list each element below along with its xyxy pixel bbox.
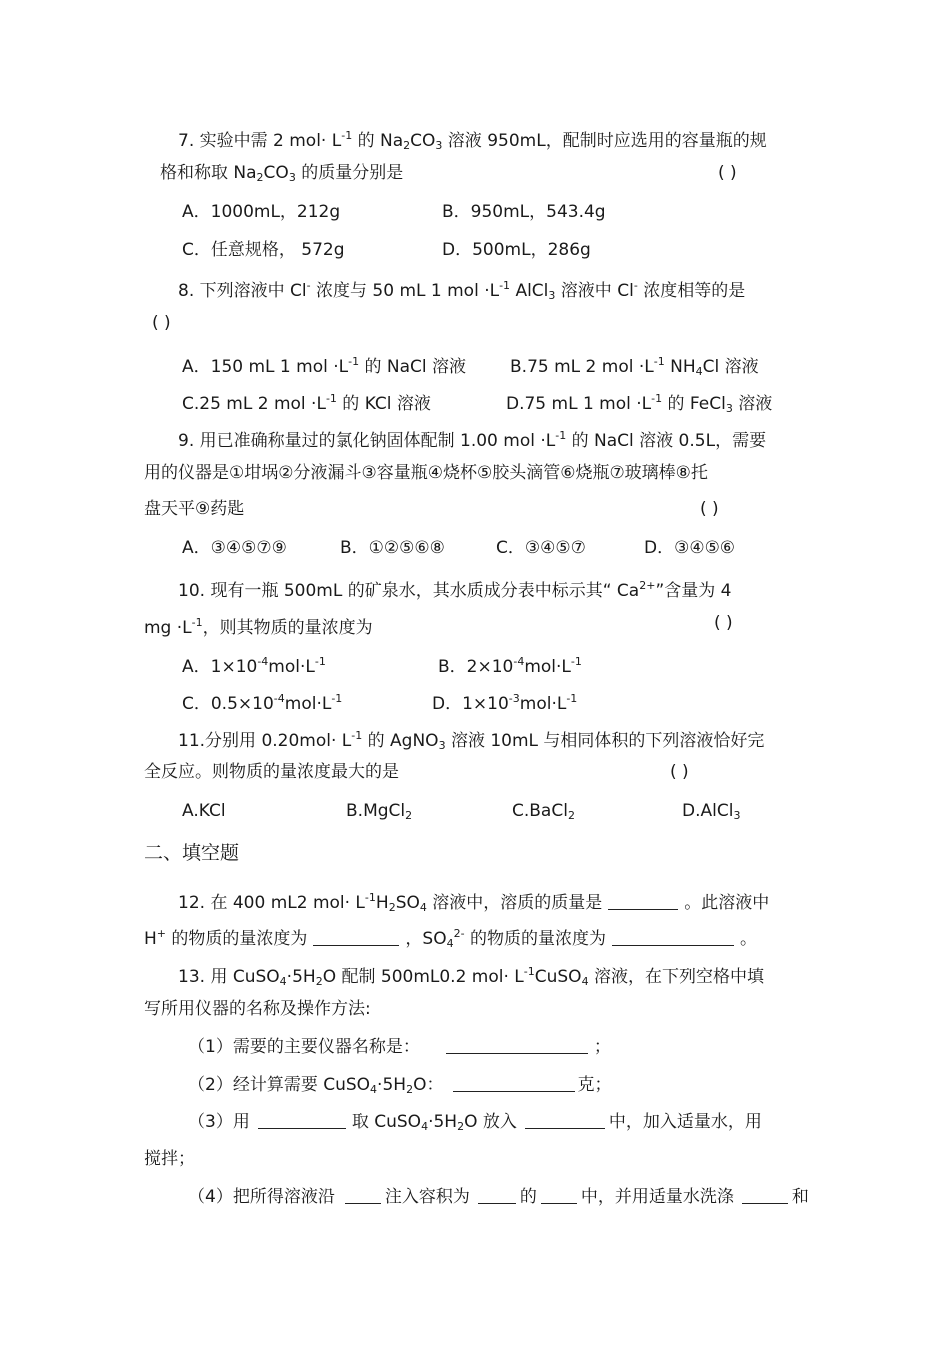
q13-line1: 13. 用 $CuSO_4\cdot 5H_2O$ 配制 500mL0.2 $mol\cdot L^{-1}CuSO_4$ 溶液，在下列空格中填 <box>178 965 764 988</box>
q11-option-b: B.MgCl$_2$ <box>346 801 413 822</box>
q9-option-c: C．③④⑤⑦ <box>496 538 586 558</box>
q13-step3-cont: 搅拌； <box>144 1149 195 1169</box>
q7-option-d: D．500mL，286g <box>442 240 591 260</box>
q10-option-d: D．$1\times 10^{-3}mol\cdot L^{-1}$ <box>432 692 578 714</box>
q9-line2: 用的仪器是①坩埚②分液漏斗③容量瓶④烧杯⑤胶头滴管⑥烧瓶⑦玻璃棒⑧托 <box>144 463 708 483</box>
section-heading-fill-in: 二、填空题 <box>144 842 240 864</box>
q13-blank-flask[interactable] <box>541 1187 577 1204</box>
q9-answer-paren: ( ) <box>700 499 719 519</box>
q13-blank-along[interactable] <box>345 1187 381 1204</box>
q13-blank-container[interactable] <box>525 1112 605 1129</box>
q10-option-c: C．$0.5\times 10^{-4}mol\cdot L^{-1}$ <box>182 692 343 714</box>
q8-answer-paren: ( ) <box>152 313 171 333</box>
q10-line2: mg $\cdot L^{-1}$，则其物质的量浓度为 <box>144 616 373 638</box>
q9-option-b: B．①②⑤⑥⑧ <box>340 538 445 558</box>
q11-option-d: D.AlCl$_3$ <box>682 801 741 822</box>
q12-blank-so4-conc[interactable] <box>612 929 734 946</box>
q9-option-a: A．③④⑤⑦⑨ <box>182 538 287 558</box>
q11-answer-paren: ( ) <box>670 762 689 782</box>
q7-option-a: A．1000mL，212g <box>182 202 341 222</box>
q8-option-b: B.75 mL 2 mol $\cdot L^{-1}$ $NH_4Cl$ 溶液 <box>510 355 759 378</box>
q11-option-a: A.KCl <box>182 801 226 821</box>
q8-option-a: A．150 mL 1 mol $\cdot L^{-1}$ 的 NaCl 溶液 <box>182 355 467 377</box>
q13-step2: （2）经计算需要 $CuSO_4\cdot 5H_2O$： 克； <box>188 1075 612 1096</box>
q12-line2: H+ 的物质的量浓度为 ，$SO_4^{2-}$ 的物质的量浓度为 。 <box>144 927 757 950</box>
q7-line2: 格和称取 $Na_2CO_3$ 的质量分别是 <box>160 163 404 184</box>
q10-option-b: B．$2\times 10^{-4}mol\cdot L^{-1}$ <box>438 655 582 677</box>
q8-line1: 8. 下列溶液中 Cl- 浓度与 50 mL 1 mol $\cdot L^{-1}$ AlCl$_3$ 溶液中 Cl- 浓度相等的是 <box>178 279 746 302</box>
q7-option-c: C．任意规格， 572g <box>182 240 345 260</box>
q13-step4: （4）把所得溶液沿 注入容积为 的 中，并用适量水洗涤 和 <box>188 1187 809 1207</box>
q11-line1: 11.分别用 $0.20mol\cdot L^{-1}$ 的 AgNO$_3$ 溶液 10mL 与相同体积的下列溶液恰好完 <box>178 729 765 752</box>
q8-option-c: C.25 mL 2 mol $\cdot L^{-1}$ 的 KCl 溶液 <box>182 392 431 414</box>
q9-line3: 盘天平⑨药匙 <box>144 499 245 519</box>
q13-step1: （1）需要的主要仪器名称是： ； <box>188 1037 611 1057</box>
q11-option-c: C.BaCl$_2$ <box>512 801 575 822</box>
q12-blank-h-conc[interactable] <box>313 929 399 946</box>
q13-step3: （3）用 取 $CuSO_4\cdot 5H_2O$ 放入 中，加入适量水，用 <box>188 1112 762 1133</box>
q13-blank-weigh-tool[interactable] <box>258 1112 346 1129</box>
q7-answer-paren: ( ) <box>718 163 737 183</box>
q7-line1: 7. 实验中需 2 $mol\cdot L^{-1}$ 的 $Na_2CO_3$ 溶液 950mL，配制时应选用的容量瓶的规 <box>178 129 767 152</box>
q9-option-d: D．③④⑤⑥ <box>644 538 736 558</box>
q13-line2: 写所用仪器的名称及操作方法: <box>144 999 371 1019</box>
q10-option-a: A．$1\times 10^{-4}mol\cdot L^{-1}$ <box>182 655 326 677</box>
q8-option-d: D.75 mL 1 mol $\cdot L^{-1}$ 的 FeCl$_3$ 溶液 <box>506 392 773 415</box>
q9-line1: 9. 用已准确称量过的氯化钠固体配制 1.00 mol $\cdot L^{-1}$ 的 NaCl 溶液 0.5L，需要 <box>178 429 767 451</box>
q10-line1: 10. 现有一瓶 500mL 的矿泉水，其水质成分表中标示其“ $Ca^{2+}$”含量为 4 <box>178 579 732 601</box>
q10-answer-paren: ( ) <box>714 613 733 633</box>
q12-line1: 12. 在 400 mL2 $mol\cdot L^{-1}H_2SO_4$ 溶液中，溶质的质量是 。此溶液中 <box>178 891 770 914</box>
q11-line2: 全反应。则物质的量浓度最大的是 <box>144 762 399 782</box>
q13-blank-instruments[interactable] <box>446 1037 588 1054</box>
q13-blank-grams[interactable] <box>453 1075 575 1092</box>
q7-option-b: B．950mL，543.4g <box>442 202 606 222</box>
q13-blank-wash[interactable] <box>742 1187 788 1204</box>
q13-blank-volume[interactable] <box>478 1187 516 1204</box>
q12-blank-mass[interactable] <box>608 893 678 910</box>
